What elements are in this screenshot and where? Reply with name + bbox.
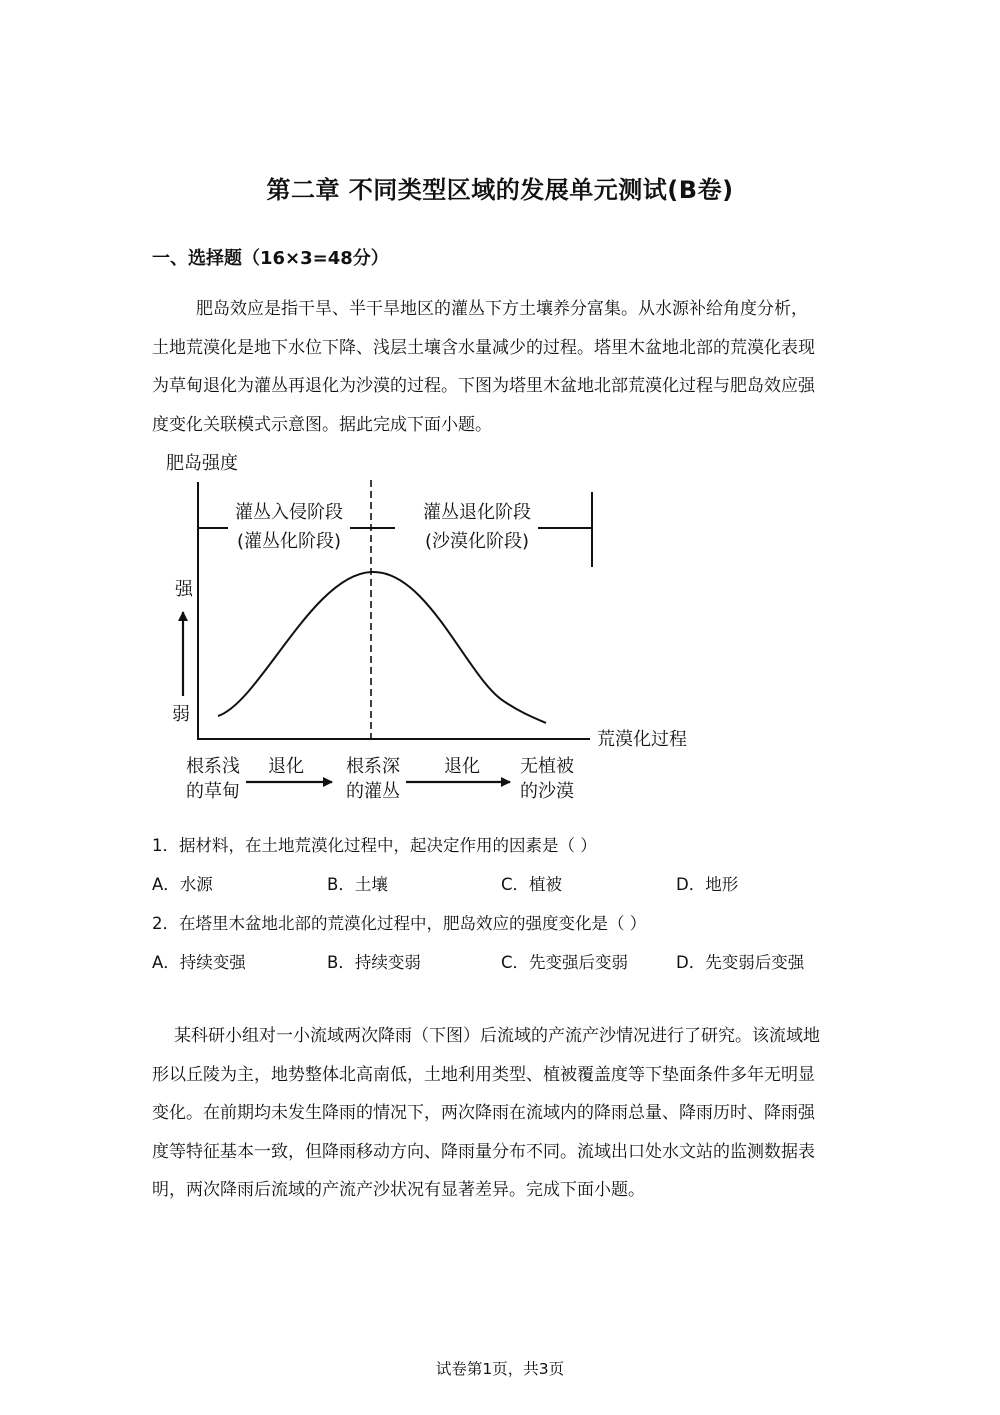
option-d[interactable]: D．地形 <box>676 875 739 894</box>
section-heading: 一、选择题（16×3=48分） <box>152 248 389 269</box>
option-a[interactable]: A．水源 <box>152 875 213 894</box>
passage-line: 度等特征基本一致，但降雨移动方向、降雨量分布不同。流域出口处水文站的监测数据表 <box>152 1141 815 1162</box>
strong-label: 强 <box>175 579 193 600</box>
y-axis-label: 肥岛强度 <box>166 453 238 474</box>
question-2-options <box>152 949 852 973</box>
stage1-label: 灌丛入侵阶段 <box>235 502 343 523</box>
document-title: 第二章 不同类型区域的发展单元测试(B卷) <box>266 176 734 204</box>
passage-line: 肥岛效应是指干旱、半干旱地区的灌丛下方土壤养分富集。从水源补给角度分析， <box>196 299 808 319</box>
passage-line: 为草甸退化为灌丛再退化为沙漠的过程。下图为塔里木盆地北部荒漠化过程与肥岛效应强 <box>152 376 815 396</box>
passage-line: 度变化关联模式示意图。据此完成下面小题。 <box>152 414 492 435</box>
flow-shrub-line2: 的灌丛 <box>346 781 400 802</box>
weak-label: 弱 <box>172 704 190 725</box>
stage2-sublabel: (沙漠化阶段) <box>424 531 530 552</box>
passage-line: 土地荒漠化是地下水位下降、浅层土壤含水量减少的过程。塔里木盆地北部的荒漠化表现 <box>152 337 815 358</box>
question-1-options <box>152 871 852 895</box>
flow-shrub-line1: 根系深 <box>346 756 400 777</box>
flow-arrow-label-2: 退化 <box>444 756 480 777</box>
option-a[interactable]: A．持续变强 <box>152 953 246 972</box>
x-axis-label: 荒漠化过程 <box>597 729 687 750</box>
passage-1 <box>152 290 852 444</box>
passage-line: 变化。在前期均未发生降雨的情况下，两次降雨在流域内的降雨总量、降雨历时、降雨强 <box>152 1103 815 1123</box>
option-d[interactable]: D．先变弱后变强 <box>676 953 805 972</box>
flow-arrow-label-1: 退化 <box>268 756 304 777</box>
fertile-island-curve <box>218 572 546 723</box>
stage1-sublabel: (灌丛化阶段) <box>236 531 342 552</box>
flow-desert-line1: 无植被 <box>520 756 574 777</box>
option-c[interactable]: C．植被 <box>501 875 563 894</box>
flow-desert-line2: 的沙漠 <box>520 781 574 802</box>
flow-meadow-line2: 的草甸 <box>186 781 240 802</box>
question-2-stem: 2．在塔里木盆地北部的荒漠化过程中，肥岛效应的强度变化是（ ） <box>152 914 647 933</box>
option-b[interactable]: B．土壤 <box>327 875 388 894</box>
fertile-island-diagram <box>0 440 1000 820</box>
page-footer: 试卷第1页，共3页 <box>435 1360 565 1378</box>
passage-line: 明，两次降雨后流域的产流产沙状况有显著差异。完成下面小题。 <box>152 1180 645 1200</box>
flow-meadow-line1: 根系浅 <box>186 756 240 777</box>
option-b[interactable]: B．持续变弱 <box>327 953 421 972</box>
passage-2 <box>152 1017 852 1210</box>
passage-line: 形以丘陵为主，地势整体北高南低，土地利用类型、植被覆盖度等下垫面条件多年无明显 <box>152 1064 815 1085</box>
question-1-stem: 1．据材料，在土地荒漠化过程中，起决定作用的因素是（ ） <box>152 836 597 855</box>
passage-line: 某科研小组对一小流域两次降雨（下图）后流域的产流产沙情况进行了研究。该流域地 <box>174 1026 820 1046</box>
option-c[interactable]: C．先变强后变弱 <box>501 953 629 972</box>
stage2-label: 灌丛退化阶段 <box>423 502 531 523</box>
